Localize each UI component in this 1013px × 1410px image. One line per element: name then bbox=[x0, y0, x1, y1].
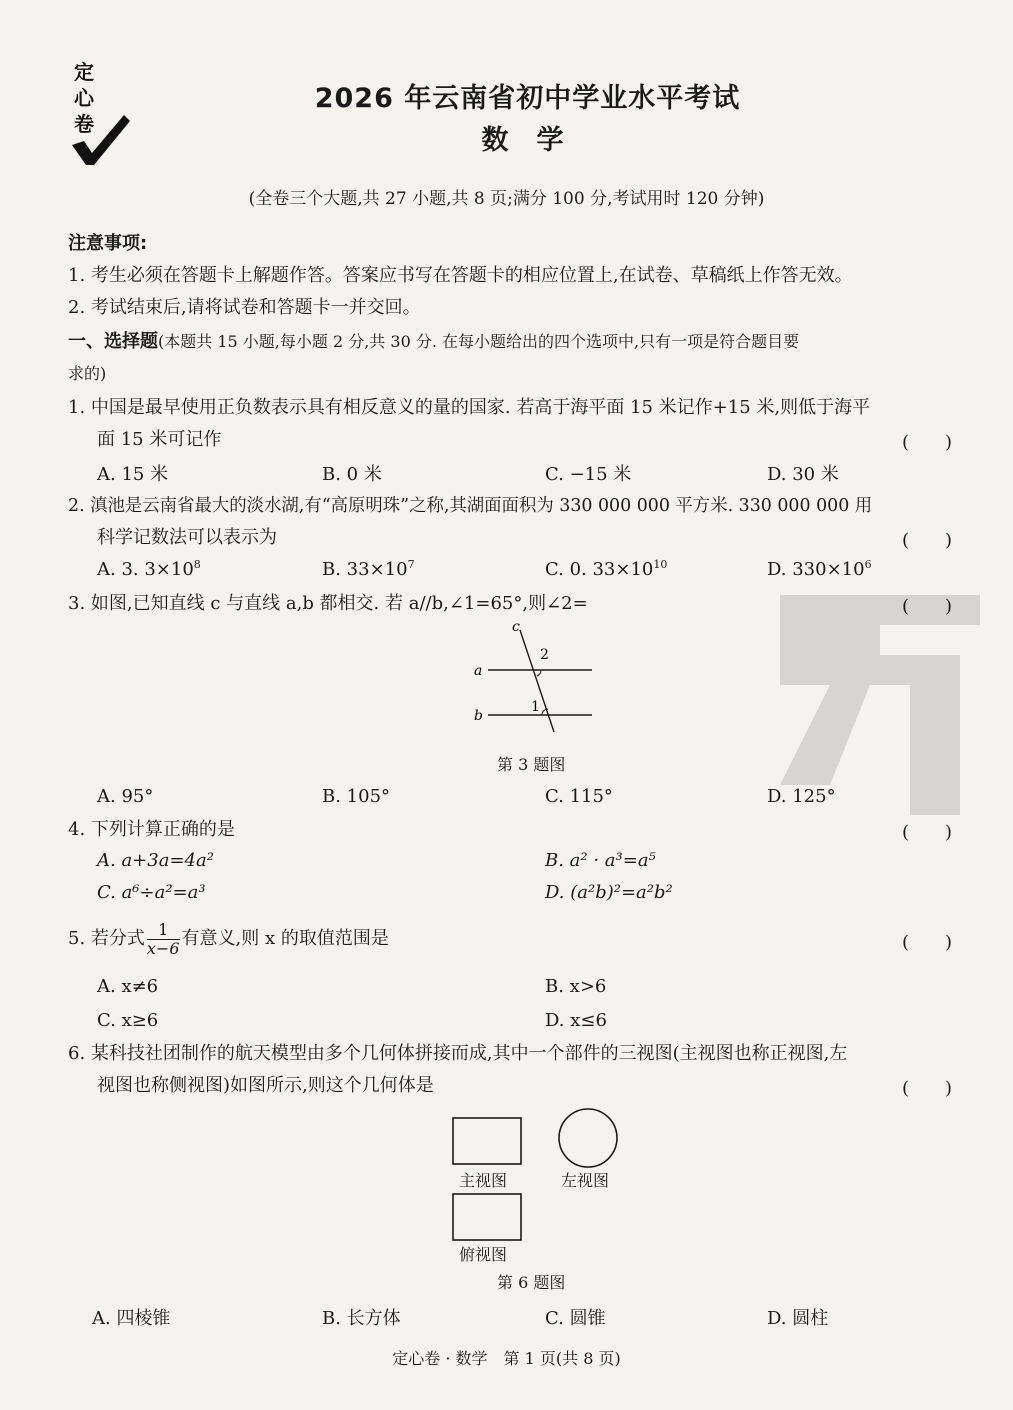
notice-item: 1. 考生必须在答题卡上解题作答。答案应书写在答题卡的相应位置上,在试卷、草稿纸上作答无效。 bbox=[68, 265, 853, 286]
top-view-rect bbox=[453, 1194, 521, 1240]
notice-heading: 注意事项: bbox=[68, 233, 148, 254]
left-view-circle bbox=[559, 1109, 617, 1167]
label-1: 1 bbox=[531, 699, 540, 715]
q5-option-d: D. x≤6 bbox=[545, 1010, 607, 1031]
section-title: 一、选择题 bbox=[68, 331, 158, 352]
q6-option-b: B. 长方体 bbox=[322, 1308, 401, 1329]
q2-option-d-exp: 6 bbox=[864, 558, 872, 571]
answer-paren: ( ) bbox=[902, 932, 953, 953]
fraction bbox=[147, 921, 180, 958]
q1-option-b: B. 0 米 bbox=[322, 464, 382, 485]
logo-char: 心 bbox=[74, 86, 94, 110]
fraction-numerator: 1 bbox=[147, 921, 180, 940]
line-c bbox=[520, 630, 554, 732]
q2-option-a-exp: 8 bbox=[193, 558, 201, 571]
question-5-prefix: 5. 若分式 bbox=[68, 928, 145, 949]
q2-option-a-base: A. 3. 3×10 bbox=[97, 559, 194, 580]
question-6-text-cont: 视图也称侧视图)如图所示,则这个几何体是 bbox=[97, 1075, 434, 1096]
question-1-text-cont: 面 15 米可记作 bbox=[97, 429, 222, 450]
left-view-label: 左视图 bbox=[561, 1171, 610, 1190]
exam-subject: 数学 bbox=[481, 125, 592, 156]
q4-option-d: D. (a²b)²=a²b² bbox=[545, 882, 673, 903]
q2-option-d-base: D. 330×10 bbox=[767, 559, 865, 580]
notice-item: 2. 考试结束后,请将试卷和答题卡一并交回。 bbox=[68, 297, 421, 318]
q3-option-b: B. 105° bbox=[322, 786, 391, 807]
q4-option-a: A. a+3a=4a² bbox=[97, 850, 214, 871]
question-2-text: 2. 滇池是云南省最大的淡水湖,有“高原明珠”之称,其湖面面积为 330 000 000 平方米. 330 000 000 用 bbox=[68, 496, 873, 516]
q1-option-c: C. −15 米 bbox=[545, 464, 632, 485]
q2-option-c-exp: 10 bbox=[653, 558, 668, 571]
answer-paren: ( ) bbox=[902, 1078, 953, 1099]
q5-option-b: B. x>6 bbox=[545, 976, 607, 997]
q5-option-a: A. x≠6 bbox=[97, 976, 159, 997]
front-view-label: 主视图 bbox=[459, 1171, 508, 1190]
front-view-rect bbox=[453, 1118, 521, 1164]
q2-option-b-exp: 7 bbox=[407, 558, 415, 571]
fraction-denominator: x−6 bbox=[146, 938, 180, 958]
q2-option-b bbox=[322, 558, 415, 580]
q2-option-c bbox=[545, 558, 667, 580]
q4-option-c: C. a⁶÷a²=a³ bbox=[97, 882, 206, 903]
q6-option-d: D. 圆柱 bbox=[767, 1308, 829, 1329]
exam-info-note: (全卷三个大题,共 27 小题,共 8 页;满分 100 分,考试用时 120 分钟) bbox=[248, 189, 765, 209]
answer-paren: ( ) bbox=[902, 822, 953, 843]
question-6-text: 6. 某科技社团制作的航天模型由多个几何体拼接而成,其中一个部件的三视图(主视图也称正视图,左 bbox=[68, 1043, 848, 1064]
q5-option-c: C. x≥6 bbox=[97, 1010, 159, 1031]
answer-paren: ( ) bbox=[902, 596, 953, 617]
q2-option-b-base: B. 33×10 bbox=[322, 559, 408, 580]
label-2: 2 bbox=[540, 647, 549, 663]
q3-option-d: D. 125° bbox=[767, 786, 836, 807]
q3-option-c: C. 115° bbox=[545, 786, 613, 807]
exam-title: 2026 年云南省初中学业水平考试 bbox=[314, 83, 741, 114]
logo-char: 定 bbox=[74, 60, 94, 84]
dingxinjuan-logo bbox=[66, 56, 136, 176]
figure-3-caption: 第 3 题图 bbox=[497, 755, 566, 774]
question-5-suffix: 有意义,则 x 的取值范围是 bbox=[181, 928, 389, 949]
figure-6-caption: 第 6 题图 bbox=[497, 1273, 566, 1292]
top-view-label: 俯视图 bbox=[459, 1245, 508, 1264]
q2-option-d bbox=[767, 558, 872, 580]
question-3-text: 3. 如图,已知直线 c 与直线 a,b 都相交. 若 a//b,∠1=65°,则∠2= bbox=[68, 593, 588, 614]
q2-option-a bbox=[97, 558, 201, 580]
label-a: a bbox=[474, 663, 483, 679]
section-heading bbox=[68, 330, 799, 354]
q1-option-a: A. 15 米 bbox=[97, 464, 169, 485]
angle-2-arc bbox=[537, 670, 541, 676]
answer-paren: ( ) bbox=[902, 530, 953, 551]
section-desc-cont: 求的) bbox=[68, 364, 107, 383]
page-footer: 定心卷 · 数学 第 1 页(共 8 页) bbox=[392, 1349, 621, 1368]
q1-option-d: D. 30 米 bbox=[767, 464, 839, 485]
q2-option-c-base: C. 0. 33×10 bbox=[545, 559, 654, 580]
logo-char: 卷 bbox=[74, 112, 94, 136]
figure-3-parallel-lines bbox=[470, 618, 600, 733]
question-2-text-cont: 科学记数法可以表示为 bbox=[97, 527, 277, 548]
q3-option-a: A. 95° bbox=[97, 786, 154, 807]
q6-option-a: A. 四棱锥 bbox=[92, 1308, 171, 1329]
q4-option-b: B. a² · a³=a⁵ bbox=[545, 850, 656, 871]
q6-option-c: C. 圆锥 bbox=[545, 1308, 606, 1329]
question-1-text: 1. 中国是最早使用正负数表示具有相反意义的量的国家. 若高于海平面 15 米记作+15 米,则低于海平 bbox=[68, 397, 871, 418]
answer-paren: ( ) bbox=[902, 432, 953, 453]
section-desc: (本题共 15 小题,每小题 2 分,共 30 分. 在每小题给出的四个选项中,只有一项是符合题目要 bbox=[158, 332, 800, 351]
question-4-text: 4. 下列计算正确的是 bbox=[68, 819, 235, 840]
question-5-text bbox=[68, 914, 389, 964]
label-c: c bbox=[512, 619, 520, 635]
label-b: b bbox=[474, 708, 483, 724]
